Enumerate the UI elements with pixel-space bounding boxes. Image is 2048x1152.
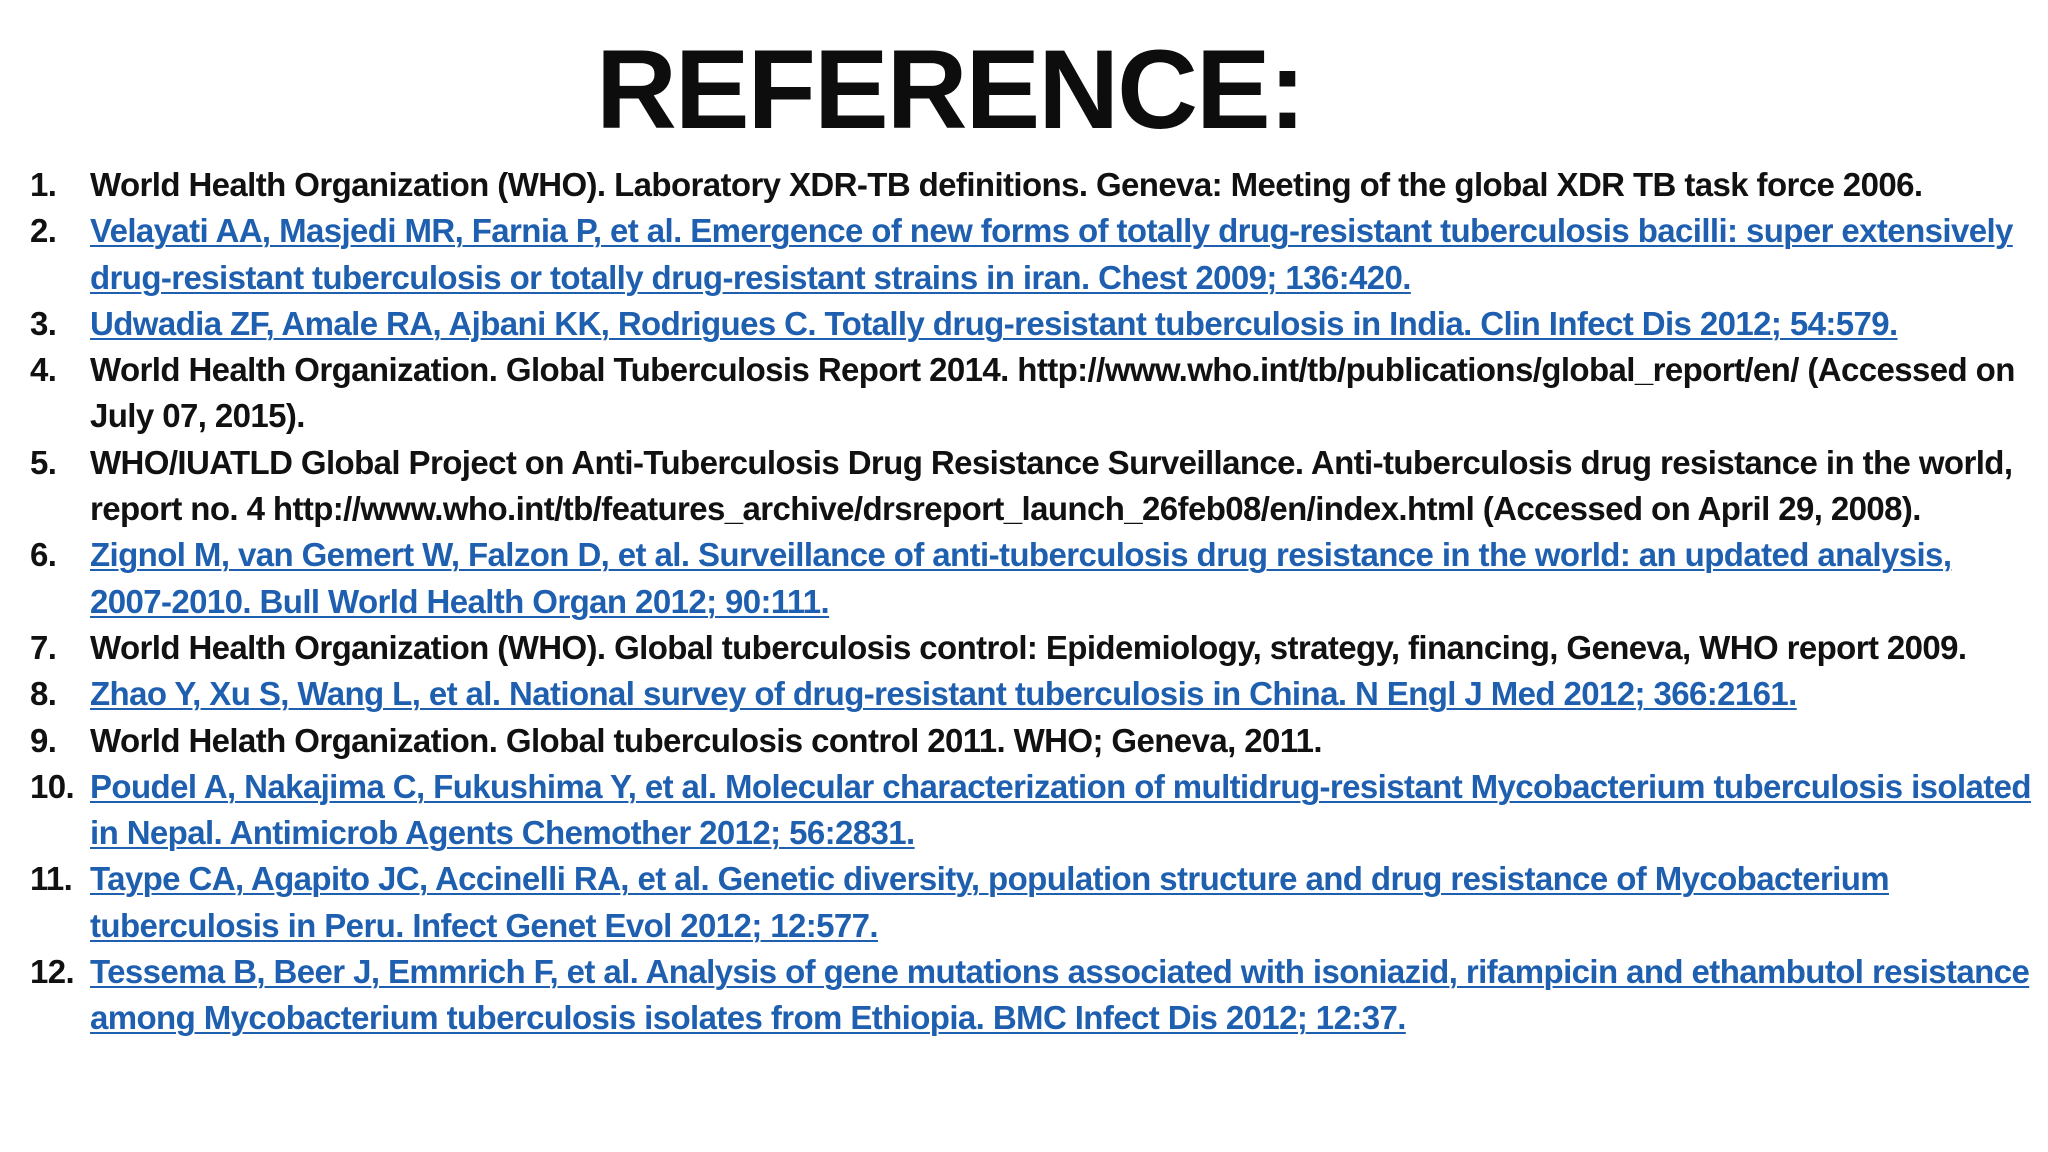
reference-item-6 <box>30 532 2040 625</box>
reference-text: World Health Organization. Global Tuberculosis Report 2014. http://www.who.int/tb/publications/global_report/en/ (Accessed on July 07, 2015). <box>90 351 2015 435</box>
reference-item-3 <box>30 301 2040 347</box>
reference-text: World Helath Organization. Global tuberculosis control 2011. WHO; Geneva, 2011. <box>90 721 1322 759</box>
reference-number: 12. <box>30 953 75 991</box>
reference-list <box>30 162 2040 1042</box>
reference-text: World Health Organization (WHO). Laboratory XDR-TB definitions. Geneva: Meeting of the global XDR TB task force 2006. <box>90 166 1923 203</box>
reference-item-2 <box>30 208 2040 301</box>
reference-text: World Health Organization (WHO). Global tuberculosis control: Epidemiology, strategy, financing, Geneva, WHO report 2009. <box>90 628 1967 666</box>
slide-title: REFERENCE: <box>595 27 1305 152</box>
reference-item-11 <box>30 856 2040 949</box>
reference-number: 11. <box>30 860 73 898</box>
reference-number: 9. <box>30 721 57 759</box>
reference-item-1 <box>30 162 2040 208</box>
reference-item-8 <box>30 671 2040 717</box>
reference-number: 8. <box>30 675 57 713</box>
reference-item-4 <box>30 347 2040 440</box>
reference-link[interactable]: Udwadia ZF, Amale RA, Ajbani KK, Rodrigues C. Totally drug-resistant tuberculosis in India. Clin Infect Dis 2012; 54:579. <box>90 304 1898 342</box>
reference-link[interactable]: Zhao Y, Xu S, Wang L, et al. National survey of drug-resistant tuberculosis in China. N Engl J Med 2012; 366:2161. <box>90 675 1797 713</box>
reference-number: 7. <box>30 628 57 666</box>
reference-item-10 <box>30 764 2040 857</box>
reference-number: 6. <box>30 536 57 574</box>
reference-number: 2. <box>30 212 57 250</box>
reference-number: 4. <box>30 351 57 389</box>
reference-item-7 <box>30 625 2040 671</box>
reference-item-5 <box>30 440 2040 533</box>
reference-link[interactable]: Zignol M, van Gemert W, Falzon D, et al. Surveillance of anti-tuberculosis drug resistance in the world: an updated analysis, 2007-2010. Bull World Health Organ 2012; 90:111. <box>90 536 1952 620</box>
reference-number: 1. <box>30 166 57 203</box>
reference-number: 5. <box>30 443 57 481</box>
reference-link[interactable]: Velayati AA, Masjedi MR, Farnia P, et al. Emergence of new forms of totally drug-resistant tuberculosis bacilli: super extensively drug-resistant tuberculosis or totally drug-resistant strains in iran. Chest 2009; 136:420. <box>90 212 2013 296</box>
reference-link[interactable]: Taype CA, Agapito JC, Accinelli RA, et al. Genetic diversity, population structure and drug resistance of Mycobacterium tuberculosis in Peru. Infect Genet Evol 2012; 12:577. <box>90 860 1889 944</box>
reference-number: 3. <box>30 304 57 342</box>
reference-link[interactable]: Poudel A, Nakajima C, Fukushima Y, et al. Molecular characterization of multidrug-resistant Mycobacterium tuberculosis isolated in Nepal. Antimicrob Agents Chemother 2012; 56:2831. <box>90 767 2031 852</box>
reference-item-9 <box>30 718 2040 764</box>
reference-text: WHO/IUATLD Global Project on Anti-Tuberculosis Drug Resistance Surveillance. Anti-tuberculosis drug resistance in the world, report no. 4 http://www.who.int/tb/features_archive/drsreport_launch_26feb08/en/index.html (Accessed on April 29, 2008). <box>90 443 2013 528</box>
reference-link[interactable]: Tessema B, Beer J, Emmrich F, et al. Analysis of gene mutations associated with isoniazid, rifampicin and ethambutol resistance among Mycobacterium tuberculosis isolates from Ethiopia. BMC Infect Dis 2012; 12:37. <box>90 953 2030 1037</box>
reference-number: 10. <box>30 767 75 805</box>
reference-item-12 <box>30 949 2040 1042</box>
